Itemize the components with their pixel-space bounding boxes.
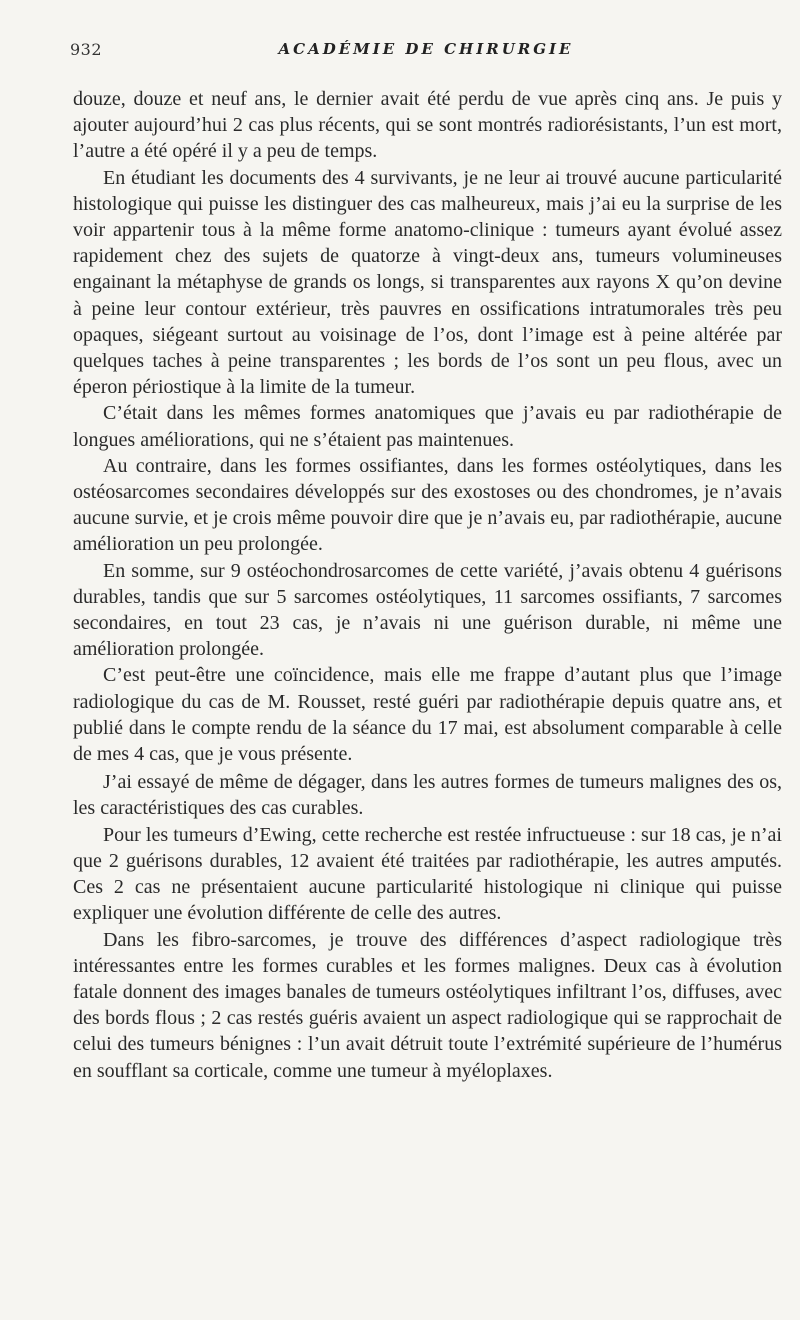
paragraph-1: douze, douze et neuf ans, le dernier avait été perdu de vue après cinq ans. Je puis y ajouter aujourd’hui 2 cas plus récents, qui se sont montrés radiorésistants, l’un est mort, l’autre a été opéré il y a peu de temps.	[73, 88, 782, 163]
body-text	[73, 86, 782, 1084]
paragraph-2: En étudiant les documents des 4 survivants, je ne leur ai trouvé aucune particularité histologique qui puisse les distinguer des cas malheureux, mais j’ai eu la surprise de les voir appartenir tous à la même forme anatomo-clinique : tumeurs ayant évolué assez rapidement chez des sujets de quatorze à vingt-deux ans, tumeurs volumineuses engainant la métaphyse de grands os longs, si transparentes aux rayons X qu’on devine à peine leur contour extérieur, très pauvres en ossifications intratumorales très peu opaques, siégeant surtout au voisinage de l’os, dont l’image est à peine altérée par quelques taches à peine transparentes ; les bords de l’os sont un peu flous, avec un éperon périostique à la limite de la tumeur.	[73, 166, 782, 399]
paragraph-6: C’est peut-être une coïncidence, mais elle me frappe d’autant plus que l’image radiologique du cas de M. Rousset, resté guéri par radiothérapie depuis quatre ans, et publié dans le compte rendu de la séance du 17 mai, est absolument comparable à celle de mes 4 cas, que je vous présente.	[73, 664, 782, 766]
paragraph-9: Dans les fibro-sarcomes, je trouve des différences d’aspect radiologique très intéressantes entre les formes curables et les formes malignes. Deux cas à évolution fatale donnent des images banales de tumeurs ostéolytiques infiltrant l’os, diffuses, avec des bords flous ; 2 cas restés guéris avaient un aspect radiologique qui se rapprochait de celui des tumeurs bénignes : l’un avait détruit toute l’extrémité supérieure de l’humérus en soufflant sa corticale, comme une tumeur à myéloplaxes.	[73, 928, 782, 1082]
page-number: 932	[70, 40, 103, 59]
paragraph-7: J’ai essayé de même de dégager, dans les autres formes de tumeurs malignes des os, les caractéristiques des cas curables.	[73, 771, 782, 820]
page-header	[70, 40, 782, 66]
running-title: ACADÉMIE DE CHIRURGIE	[278, 40, 574, 58]
paragraph-5: En somme, sur 9 ostéochondrosarcomes de cette variété, j’avais obtenu 4 guérisons durables, tandis que sur 5 sarcomes ostéolytiques, 11 sarcomes ossifiants, 7 sarcomes secondaires, en tout 23 cas, je n’avais ni une guérison durable, ni même une amélioration prolongée.	[73, 559, 782, 661]
paragraph-8: Pour les tumeurs d’Ewing, cette recherche est restée infructueuse : sur 18 cas, je n’ai que 2 guérisons durables, 12 avaient été traitées par radiothérapie, les autres amputés. Ces 2 cas ne présentaient aucune particularité histologique ni clinique qui puisse expliquer une évolution différente de celle des autres.	[73, 823, 782, 925]
paragraph-4: Au contraire, dans les formes ossifiantes, dans les formes ostéolytiques, dans les ostéosarcomes secondaires développés sur des exostoses ou des chondromes, je n’avais aucune survie, et je crois même pouvoir dire que je n’avais eu, par radiothérapie, aucune amélioration un peu prolongée.	[73, 454, 782, 556]
paragraph-3: C’était dans les mêmes formes anatomiques que j’avais eu par radiothérapie de longues améliorations, qui ne s’étaient pas maintenues.	[73, 402, 782, 451]
